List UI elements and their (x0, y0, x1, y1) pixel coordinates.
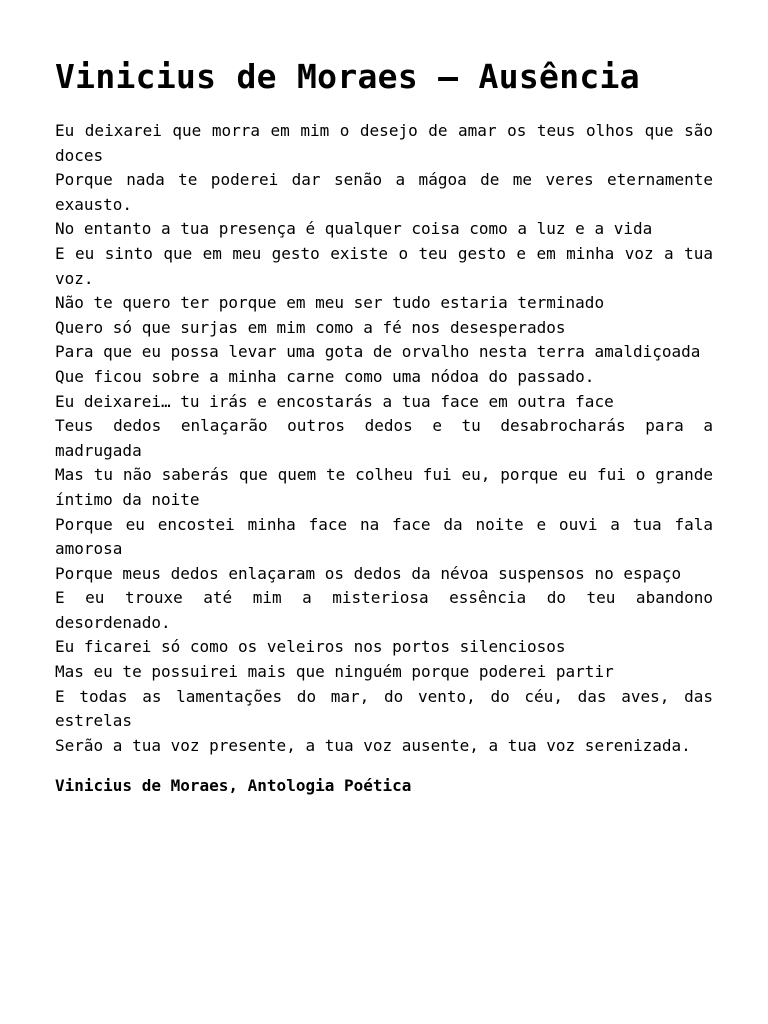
poem-verse: Para que eu possa levar uma gota de orvalho nesta terra amaldiçoada (55, 342, 701, 362)
poem-verse: Teus dedos enlaçarão outros dedos e tu desabrocharás para a madrugada (55, 416, 713, 460)
poem-verse: Não te quero ter porque em meu ser tudo estaria terminado (55, 293, 605, 313)
poem-verse: Mas tu não saberás que quem te colheu fui eu, porque eu fui o grande íntimo da noite (55, 465, 713, 509)
poem-verse: Quero só que surjas em mim como a fé nos desesperados (55, 317, 566, 337)
poem-verse: Mas eu te possuirei mais que ninguém porque poderei partir (55, 662, 614, 682)
poem-verse: E eu sinto que em meu gesto existe o teu gesto e em minha voz a tua voz. (55, 243, 713, 288)
poem-verse: Serão a tua voz presente, a tua voz ausente, a tua voz serenizada. (55, 735, 691, 755)
page-title: Vinicius de Moraes – Ausência (55, 57, 640, 96)
poem-verse: Eu ficarei só como os veleiros nos portos silenciosos (55, 637, 566, 657)
poem-attribution: Vinicius de Moraes, Antologia Poética (55, 776, 412, 796)
poem-verse: Eu deixarei que morra em mim o desejo de amar os teus olhos que são doces (55, 121, 713, 165)
poem-verse: E eu trouxe até mim a misteriosa essência do teu abandono desordenado. (55, 588, 713, 632)
poem-body (55, 119, 713, 758)
poem-verse: E todas as lamentações do mar, do vento, do céu, das aves, das estrelas (55, 686, 713, 731)
poem-verse: Porque nada te poderei dar senão a mágoa de me veres eternamente exausto. (55, 170, 713, 214)
poem-verse: No entanto a tua presença é qualquer coisa como a luz e a vida (55, 219, 653, 239)
poem-verse: Que ficou sobre a minha carne como uma nódoa do passado. (55, 366, 595, 386)
poem-verse: Porque meus dedos enlaçaram os dedos da névoa suspensos no espaço (55, 563, 682, 583)
poem-verse: Porque eu encostei minha face na face da noite e ouvi a tua fala amorosa (55, 514, 713, 559)
poem-verse: Eu deixarei… tu irás e encostarás a tua face em outra face (55, 391, 614, 411)
